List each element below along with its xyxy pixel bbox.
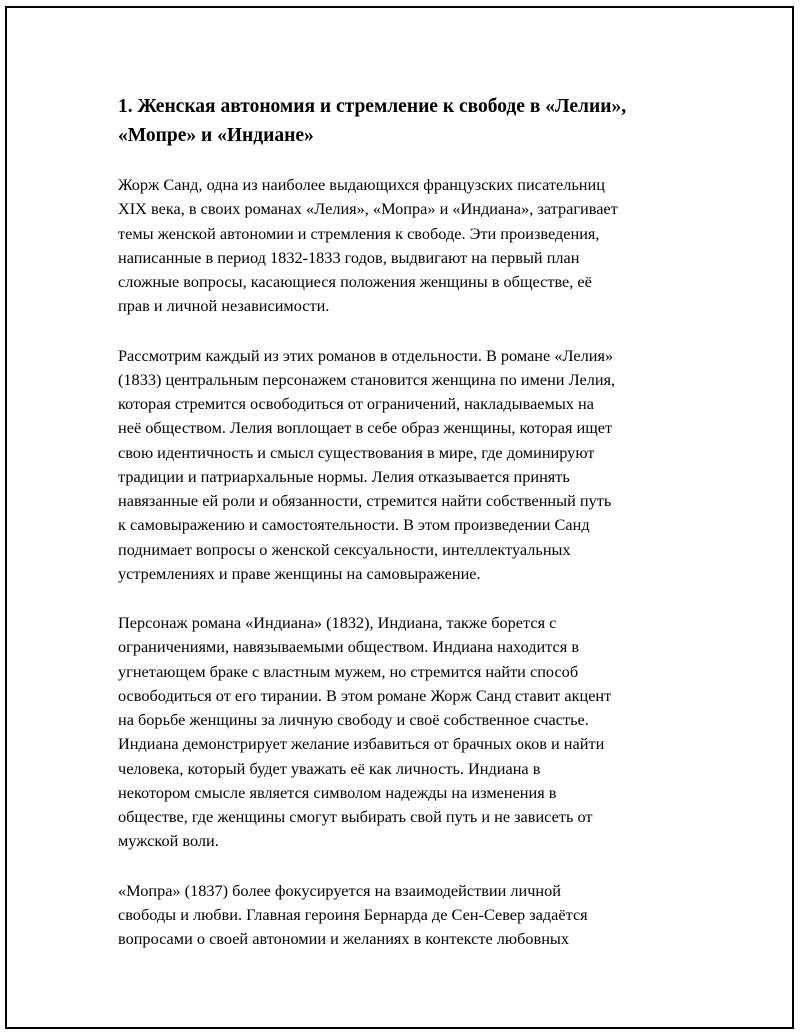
text-line: поднимает вопросы о женской сексуальности, интеллектуальных	[118, 539, 571, 559]
text-line: Жорж Санд, одна из наиболее выдающихся французских писательниц	[118, 175, 605, 194]
text-line: ограничениями, навязываемыми обществом. Индиана находится в	[118, 637, 580, 657]
text-line: написанные в период 1832-1833 годов, выдвигают на первый план	[118, 247, 580, 267]
heading-line: 1. Женская автономия и стремление к свободе в «Лелии»,	[118, 96, 627, 117]
text-line: навязанные ей роли и обязанности, стремится найти собственный путь	[118, 491, 612, 510]
text-line: традиции и патриархальные нормы. Лелия отказывается принять	[118, 466, 570, 486]
text-line: человека, который будет уважать её как личность. Индиана в	[118, 758, 541, 778]
text-line: неё обществом. Лелия воплощает в себе образ женщины, которая ищет	[118, 418, 613, 438]
text-line: свою идентичность и смысл существования в мире, где доминируют	[118, 442, 595, 462]
document-body	[118, 92, 718, 976]
text-line: которая стремится освободиться от ограничений, накладываемых на	[118, 394, 594, 413]
text-line: некотором смысле является символом надежды на изменения в	[118, 782, 557, 802]
text-line: угнетающем браке с властным мужем, но стремится найти способ	[118, 661, 579, 681]
paragraph-mopra	[118, 879, 718, 952]
text-line: на борьбе женщины за личную свободу и своё собственное счастье.	[118, 710, 589, 729]
text-line: к самовыражению и самостоятельности. В этом произведении Санд	[118, 515, 590, 535]
paragraph-indiana	[118, 611, 718, 854]
text-line: Персонаж романа «Индиана» (1832), Индиана, также борется с	[118, 613, 557, 632]
section-heading	[118, 92, 718, 150]
text-line: (1833) центральным персонажем становится женщина по имени Лелия,	[118, 369, 616, 389]
text-line: вопросами о своей автономии и желаниях в контексте любовных	[118, 929, 570, 948]
heading-line: «Мопре» и «Индиане»	[118, 125, 314, 146]
text-line: сложные вопросы, касающиеся положения женщины в обществе, её	[118, 272, 592, 291]
text-line: освободиться от его тирании. В этом романе Жорж Санд ставит акцент	[118, 685, 612, 705]
text-line: Рассмотрим каждый из этих романов в отдельности. В романе «Лелия»	[118, 345, 614, 365]
text-line: мужской воли.	[118, 831, 219, 851]
text-line: обществе, где женщины смогут выбирать свой путь и не зависеть от	[118, 807, 593, 826]
text-line: прав и личной независимости.	[118, 296, 330, 316]
text-line: устремлениях и праве женщины на самовыражение.	[118, 563, 481, 583]
text-line: свободы и любви. Главная героиня Бернарда де Сен-Север задаётся	[118, 904, 588, 924]
paragraph-lelia	[118, 344, 718, 587]
text-line: Индиана демонстрирует желание избавиться от брачных оков и найти	[118, 734, 605, 754]
paragraph-intro	[118, 173, 718, 319]
text-line: XIX века, в своих романах «Лелия», «Мопра» и «Индиана», затрагивает	[118, 199, 618, 219]
text-line: темы женской автономии и стремления к свободе. Эти произведения,	[118, 223, 600, 243]
text-line: «Мопра» (1837) более фокусируется на взаимодействии личной	[118, 880, 561, 900]
